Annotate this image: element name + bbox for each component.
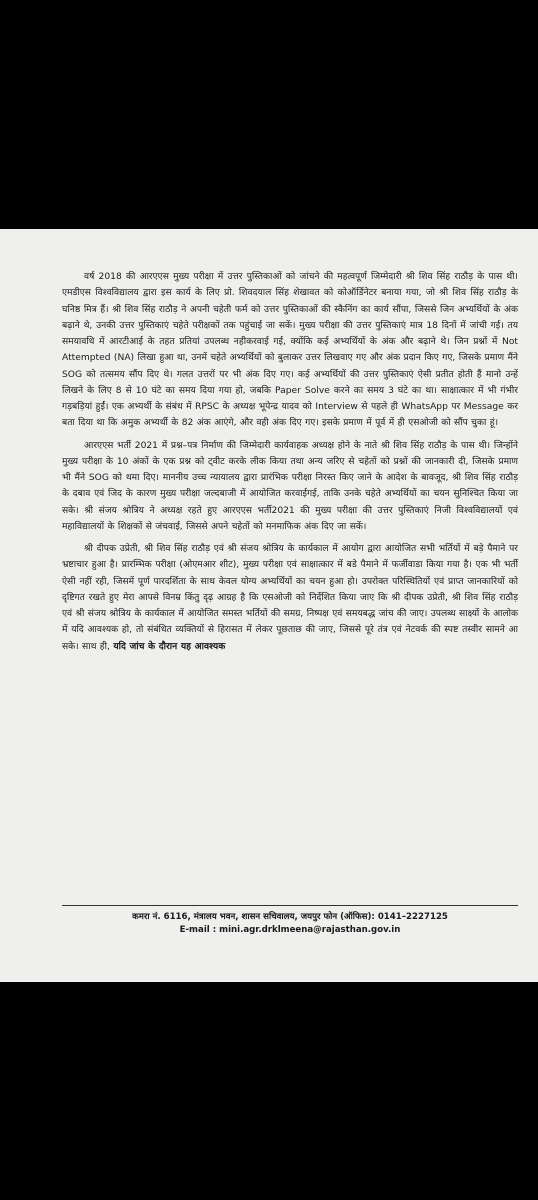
paragraph-1: वर्ष 2018 की आरएएस मुख्य परीक्षा में उत्तर पुस्तिकाओं को जांचने की महत्वपूर्ण जिम्मेदारी श्री शिव सिंह राठौड़ के पास थी। एमडीएस विश्वविद्यालय द्वारा इस कार्य के लिए प्रो. शिवदयाल सिंह शेखावत को कोऑर्डिनेटर बनाया गया, जो श्री शिव सिंह राठौड़ के घनिष्ठ मित्र हैं। श्री शिव सिंह राठौड़ ने अपनी चहेती फर्म को उत्तर पुस्तिकाओं की स्कैनिंग का कार्य सौंपा, जिससे जिन अभ्यर्थियों के अंक बढ़ाने थे, उनकी उत्तर पुस्तिकाएं चहेते परीक्षकों तक पहुंचाई जा सकें। मुख्य परीक्षा की उत्तर पुस्तिकाएं मात्र 18 दिनों में जांची गई। तय समयावधि में आरटीआई के तहत प्रतियां उपलब्ध नहीकरवाई गई, क्योंकि कई अभ्यर्थियों के अंक और बढ़ाने थे। जिन प्रश्नों में Not Attempted (NA) लिखा हुआ था, उनमें चहेते अभ्यर्थियों को बुलाकर उत्तर लिखवाए गए और अंक प्रदान किए गए, जिसके प्रमाण मैंने SOG को तत्समय सौंप दिए थे। गलत उत्तरों पर भी अंक दिए गए। कई अभ्यर्थियों की उत्तर पुस्तिकाएं ऐसी प्रतीत होती हैं मानो उन्हें लिखने के लिए 8 से 10 घंटे का समय दिया गया हो, जबकि Paper Solve करने का समय 3 घंटे का था। साक्षात्कार में भी गंभीर गड़बड़ियां हुईं। एक अभ्यर्थी के संबंध में RPSC के अध्यक्ष भूपेन्द्र यादव को Interview से पहले ही WhatsApp पर Message कर बता दिया था कि अमुक अभ्यर्थी के 82 अंक आएंगे, और वही अंक दिए गए। इसके प्रमाण में पूर्व में ही एसओजी को सौंप चुका हूं। (62, 272, 518, 429)
footer-email: E-mail : mini.agr.drklmeena@rajasthan.gov.in (179, 925, 401, 935)
paragraph-3 (62, 541, 518, 655)
paragraph-3-bold-text: यदि जांच के दौरान यह आवश्यक (113, 641, 226, 652)
footer-address: कमरा नं. 6116, मंत्रालय भवन, शासन सचिवालय, जयपुर फोन (ऑफिस): 0141–2227125 (132, 912, 448, 922)
paragraph-2: आरएएस भर्ती 2021 में प्रश्न–पत्र निर्माण की जिम्मेदारी कार्यवाहक अध्यक्ष होने के नाते श्री शिव सिंह राठौड़ के पास थी। जिन्होंने मुख्य परीक्षा के 10 अंकों के एक प्रश्न को ट्वीट करके लीक किया तथा अन्य जरिए से चहेतों को प्रश्नों की जानकारी दी, जिसके प्रमाण भी मैंने SOG को थमा दिए। माननीय उच्च न्यायालय द्वारा प्रारंभिक परीक्षा निरस्त किए जाने के आदेश के बावजूद, श्री शिव सिंह राठौड़ के दबाव एवं जिद के कारण मुख्य परीक्षा जल्दबाजी में आयोजित करवाईगई, ताकि उनके चहेते अभ्यर्थियों का चयन सुनिश्चित किया जा सके। श्री संजय श्रोत्रिय ने अध्यक्ष रहते हुए आरएएस भर्ती2021 की मुख्य परीक्षा की उत्तर पुस्तिकाएं निजी विश्वविद्यालयों एवं महाविद्यालयों के शिक्षकों से जंचवाई, जिससे अपने चहेतों को मनमाफिक अंक दिए जा सकें। (62, 440, 518, 532)
paragraph-3-text: श्री दीपक उप्रेती, श्री शिव सिंह राठौड़ एवं श्री संजय श्रोत्रिय के कार्यकाल में आयोग द्वारा आयोजित सभी भर्तियों में बड़े पैमाने पर भ्रष्टाचार हुआ है। प्रारम्भिक परीक्षा (ओएमआर शीट), मुख्य परीक्षा एवं साक्षात्कार में बडे पैमाने में फर्जीवाडा किया गया है। एक भी भर्ती ऐसी नहीं रही, जिसमें पूर्ण पारदर्शिता के साथ केवल योग्य अभ्यर्थियों का चयन हुआ हो। उपरोक्त परिस्थितियों एवं प्राप्त जानकारियों को दृष्टिगत रखते हुए मेरा आपसे विनम्र किंतु दृढ़ आग्रह है कि एसओजी को निर्देशित किया जाए कि श्री दीपक उप्रेती, श्री शिव सिंह राठौड़ एवं श्री संजय श्रोत्रिय के कार्यकाल में आयोजित समस्त भर्तियों की समग्र, निष्पक्ष एवं समयबद्ध जांच की जाए। उपलब्ध साक्ष्यों के आलोक में यदि आवश्यक हो, तो संबंधित व्यक्तियों से हिरासत में लेकर पूछताछ की जाए, जिससे पूरे तंत्र एवं नेटवर्क की स्पष्ट तस्वीर सामने आ सके। साथ ही, (62, 544, 518, 652)
letterhead-footer (62, 905, 518, 937)
document-page (0, 229, 538, 982)
